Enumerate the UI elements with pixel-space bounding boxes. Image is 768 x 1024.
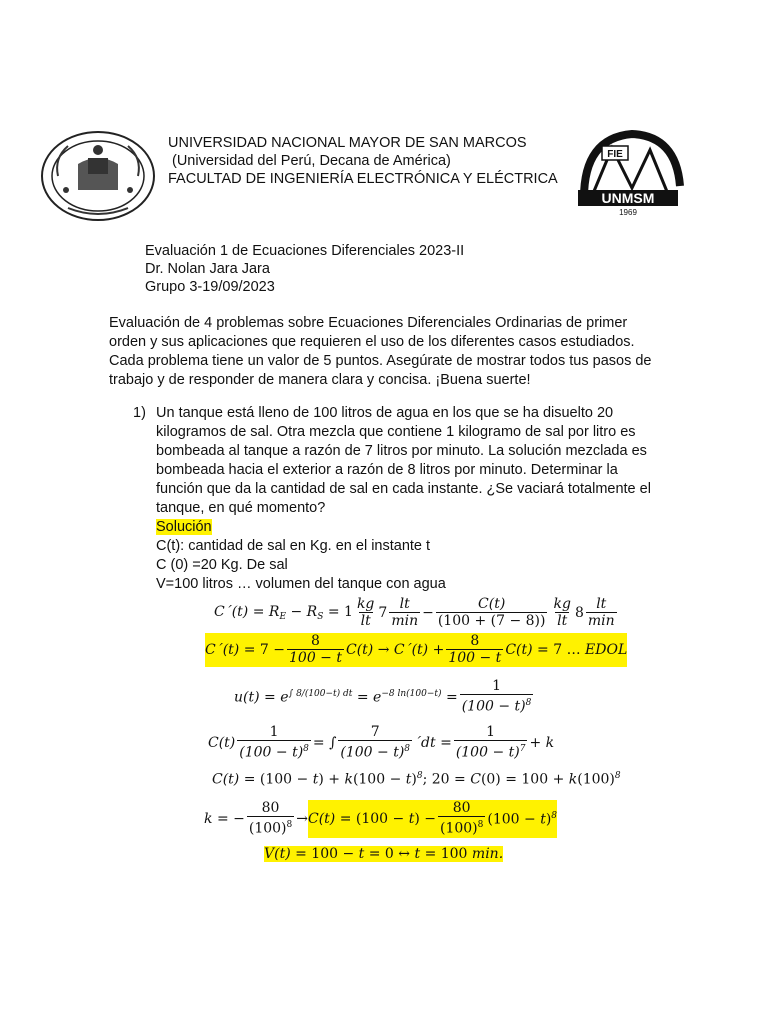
equation-particular-solution: k = − $\frac{80}{(100)^8}$ → C(t) = (100 − t) − $\frac{80}{(100)^8}$ $(100 - t)^8$ bbox=[204, 800, 558, 837]
problem-line: tanque, en qué momento? bbox=[156, 500, 326, 516]
problem-line: función que da la cantidad de sal en cada instante. ¿Se vaciará totalmente el bbox=[156, 481, 651, 497]
exam-group: Grupo 3-19/09/2023 bbox=[145, 279, 275, 295]
faculty-logo bbox=[572, 128, 684, 218]
problem-line: bombeada hacia el exterior a razón de 8 litros por minuto. Determinar la bbox=[156, 462, 618, 478]
equation-rate: C´(t) = $R_E - R_S = 1$ $\frac{kg}{lt}$ 7 $\frac{lt}{\min}$ − $\frac{C(t)}{(100 + (7 - 8))}$ $\frac{kg}{lt}$ 8 $\frac{lt}{\min}$ bbox=[214, 596, 615, 629]
exam-title: Evaluación 1 de Ecuaciones Diferenciales 2023-II bbox=[145, 243, 465, 259]
equation-general-solution: $C(t) = (100 - t) + k(100 - t)^8$; $20 = C(0) = 100 + k(100)^8$ bbox=[212, 771, 621, 788]
problem-statement bbox=[156, 404, 651, 594]
given-line: C(t): cantidad de sal en Kg. en el instante t bbox=[156, 538, 431, 554]
equation-integration: C(t) $\frac{1}{(100 - t)^8}$ = ∫ $\frac{7}{(100 - t)^8}$ ´dt = $\frac{1}{(100 - t)^7}$ + k bbox=[208, 724, 555, 761]
problem-line: bombeada al tanque a razón de 7 litros por minuto. La solución mezclada es bbox=[156, 443, 647, 459]
given-line: V=100 litros … volumen del tanque con agua bbox=[156, 576, 446, 592]
exam-professor: Dr. Nolan Jara Jara bbox=[145, 261, 270, 277]
intro-paragraph: Evaluación de 4 problemas sobre Ecuaciones Diferenciales Ordinarias de primer orden y sus aplicaciones que requieren el uso de los diferentes casos estudiados. Cada problema tiene un valor de 5 puntos. Asegúrate de mostrar todos tus pasos de trabajo y de responder de manera clara y concisa. ¡Buena suerte! bbox=[109, 315, 652, 388]
problem-line: kilogramos de sal. Otra mezcla que contiene 1 kilogramo de sal por litro es bbox=[156, 424, 636, 440]
solution-label: Solución bbox=[156, 519, 212, 535]
university-seal bbox=[38, 128, 158, 224]
logo-year-text: 1969 bbox=[619, 208, 637, 217]
equation-empty-time: V(t) = 100 − t = 0 ↔ t = 100 min. bbox=[264, 846, 504, 862]
faculty-name: FACULTAD DE INGENIERÍA ELECTRÓNICA Y ELÉCTRICA bbox=[168, 171, 558, 187]
equation-edol: C´(t) = 7 − $\frac{8}{100 - t}$ C(t) → C´(t) + $\frac{8}{100 - t}$ C(t) = 7 … EDOL bbox=[205, 633, 628, 666]
problem-line: Un tanque está lleno de 100 litros de agua en los que se ha disuelto 20 bbox=[156, 405, 614, 421]
university-subtitle: (Universidad del Perú, Decana de América) bbox=[172, 153, 451, 169]
given-line: C (0) =20 Kg. De sal bbox=[156, 557, 288, 573]
logo-badge-text: FIE bbox=[607, 149, 623, 160]
logo-unmsm-text: UNMSM bbox=[601, 190, 655, 206]
problem-number: 1) bbox=[133, 405, 146, 421]
equation-integrating-factor: $u(t) = e^{\int 8/(100-t) dt} = e^{-8 ln(100-t)}$ = $\frac{1}{(100 - t)^8}$ bbox=[234, 678, 532, 715]
university-name: UNIVERSIDAD NACIONAL MAYOR DE SAN MARCOS bbox=[168, 135, 527, 151]
